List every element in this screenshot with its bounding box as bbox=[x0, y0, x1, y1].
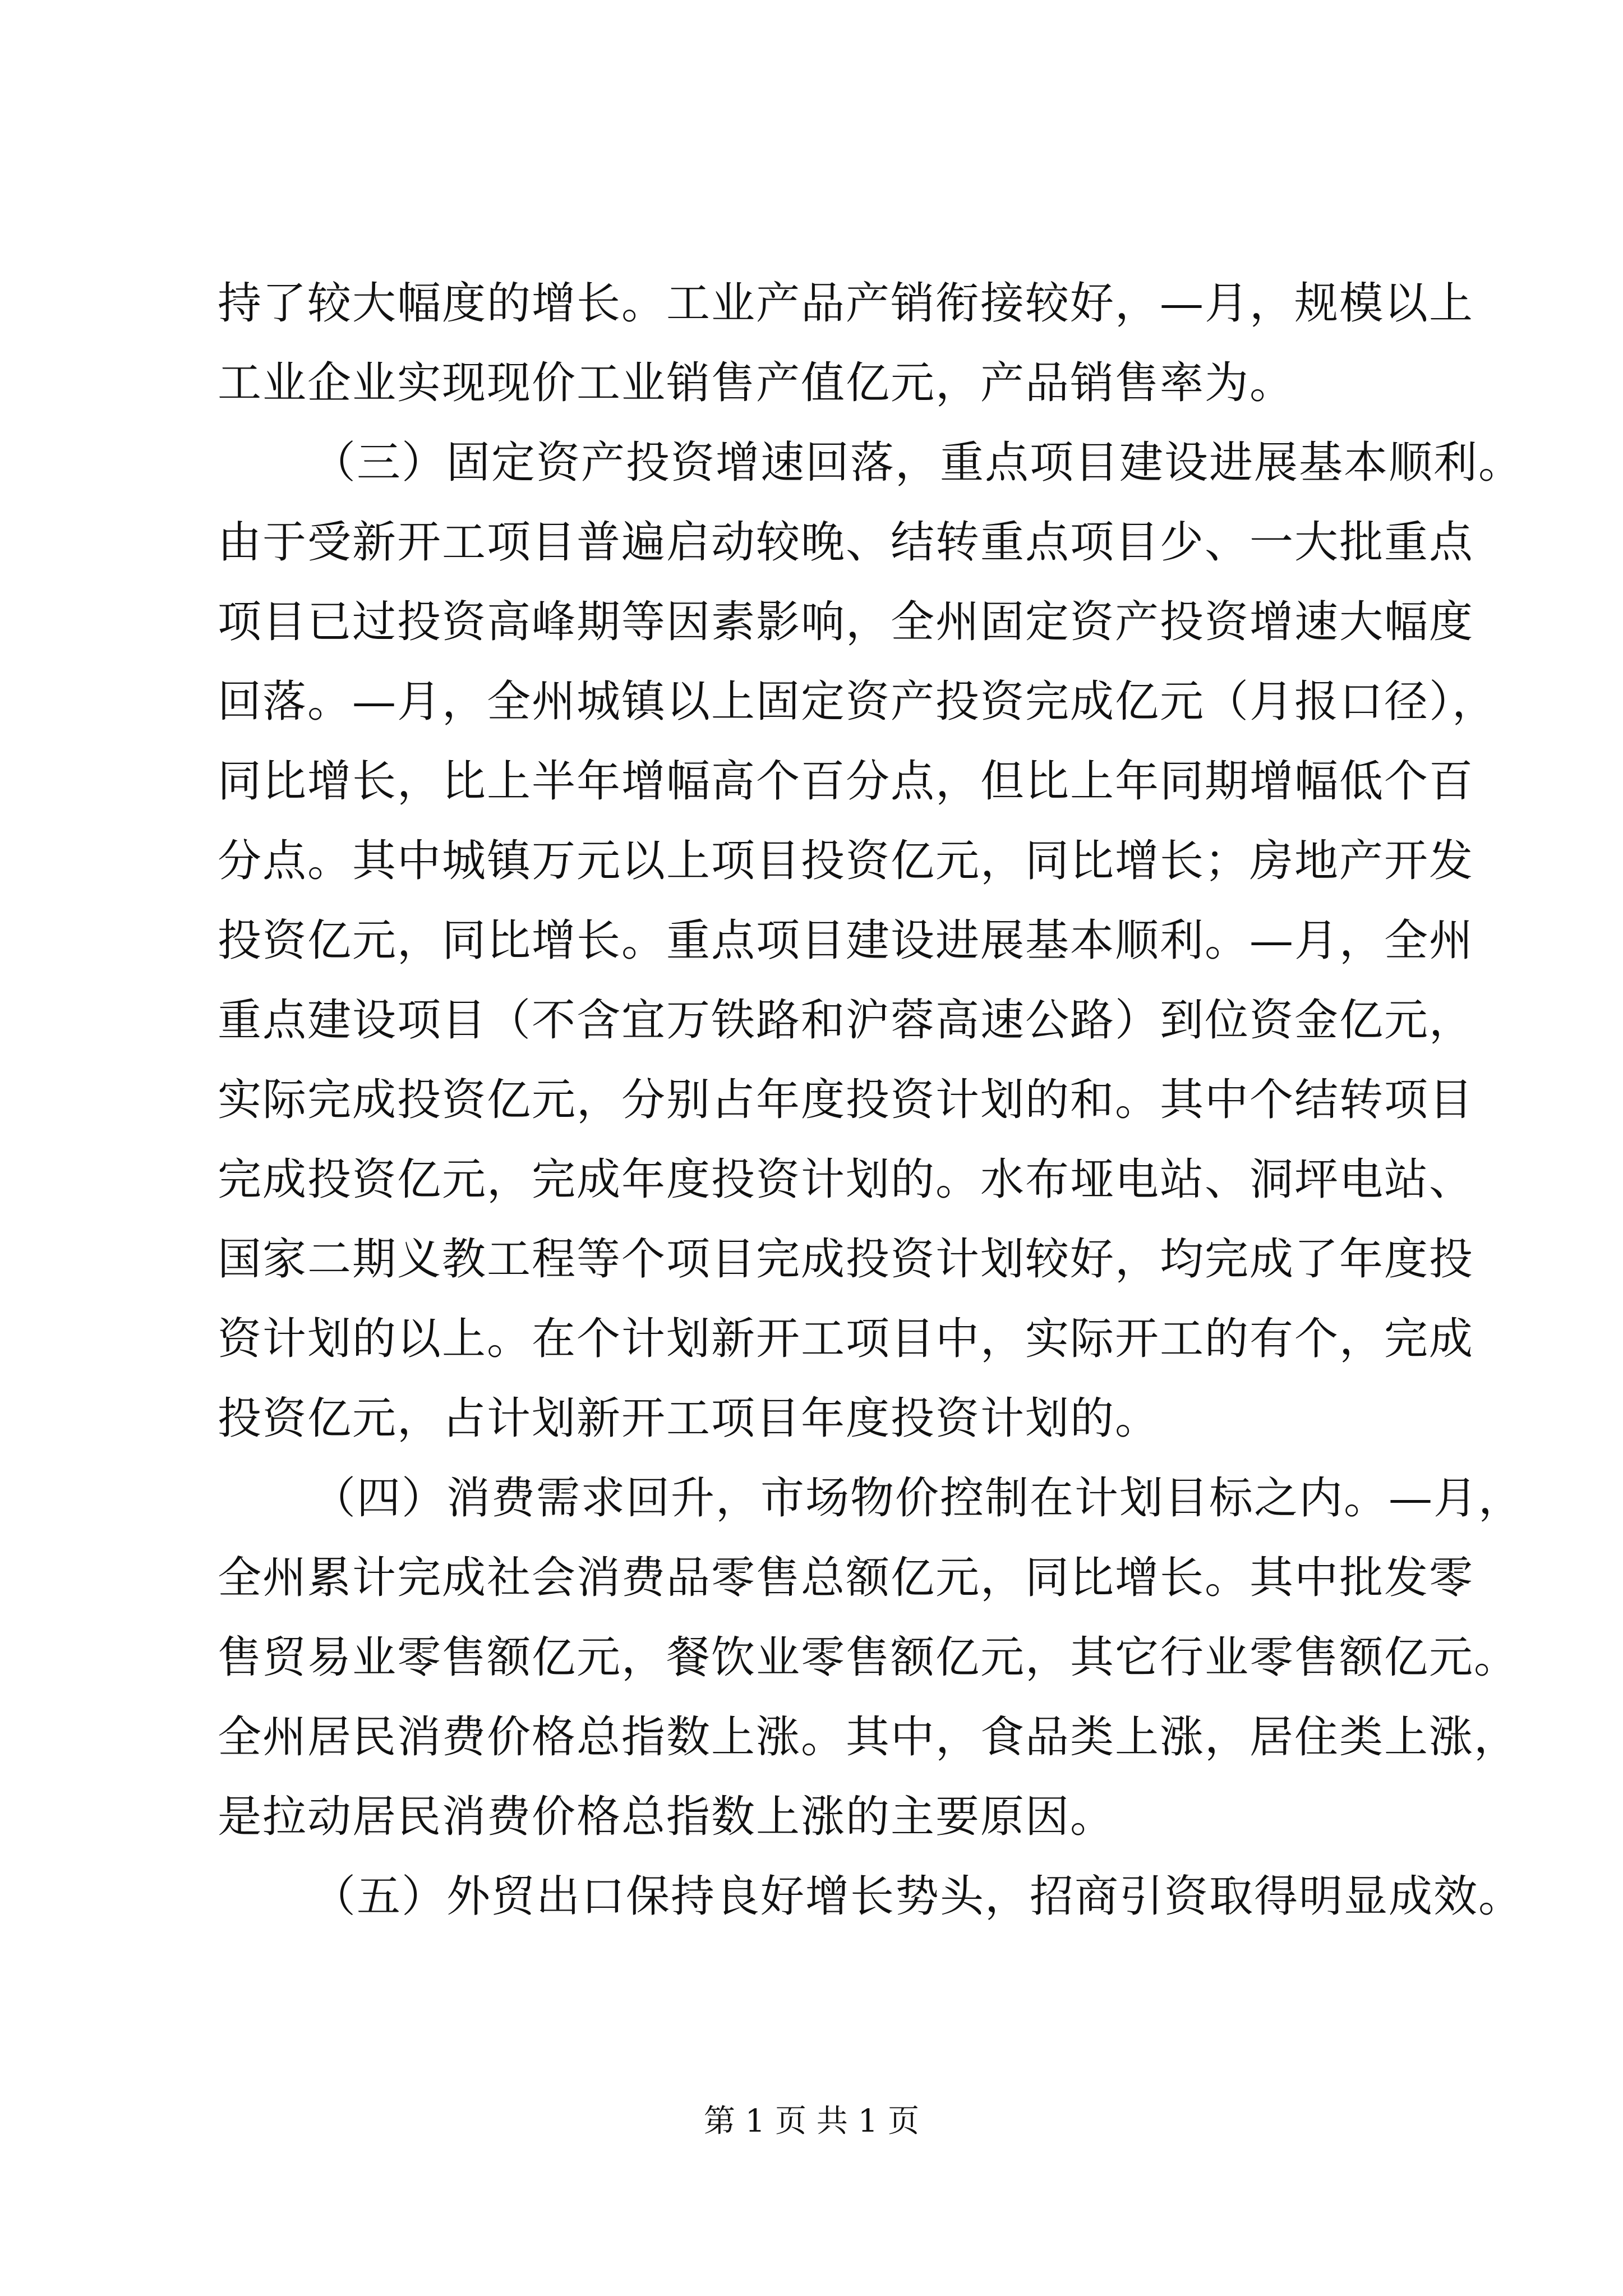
text-line: 国家二期义教工程等个项目完成投资计划较好，均完成了年度投 bbox=[218, 1234, 1474, 1285]
text-line: 项目已过投资高峰期等因素影响，全州固定资产投资增速大幅度 bbox=[218, 597, 1474, 647]
section-heading-line: （三）固定资产投资增速回落，重点项目建设进展基本顺利。 bbox=[312, 438, 1524, 488]
text-line: 资计划的以上。在个计划新开工项目中，实际开工的有个，完成 bbox=[218, 1314, 1474, 1364]
text-line: 持了较大幅度的增长。工业产品产销衔接较好，—月，规模以上 bbox=[218, 278, 1474, 329]
section-heading-line: （四）消费需求回升，市场物价控制在计划目标之内。—月， bbox=[312, 1473, 1524, 1524]
text-line: 工业企业实现现价工业销售产值亿元，产品销售率为。 bbox=[218, 358, 1295, 408]
text-line: 全州居民消费价格总指数上涨。其中，食品类上涨，居住类上涨， bbox=[218, 1712, 1519, 1763]
text-line: 售贸易业零售额亿元，餐饮业零售额亿元，其它行业零售额亿元。 bbox=[218, 1632, 1519, 1683]
text-line: 完成投资亿元，完成年度投资计划的。水布垭电站、洞坪电站、 bbox=[218, 1154, 1474, 1205]
text-line: 实际完成投资亿元，分别占年度投资计划的和。其中个结转项目 bbox=[218, 1075, 1474, 1125]
text-line: 由于受新开工项目普遍启动较晚、结转重点项目少、一大批重点 bbox=[218, 517, 1474, 568]
text-line: 同比增长，比上半年增幅高个百分点，但比上年同期增幅低个百 bbox=[218, 756, 1474, 807]
text-line: 是拉动居民消费价格总指数上涨的主要原因。 bbox=[218, 1792, 1115, 1842]
text-line: 回落。—月，全州城镇以上固定资产投资完成亿元（月报口径）， bbox=[218, 677, 1497, 727]
page-number-footer: 第 1 页 共 1 页 bbox=[703, 2103, 920, 2139]
text-line: 重点建设项目（不含宜万铁路和沪蓉高速公路）到位资金亿元， bbox=[218, 995, 1474, 1046]
text-line: 投资亿元，同比增长。重点项目建设进展基本顺利。—月，全州 bbox=[218, 915, 1474, 966]
document-body bbox=[218, 264, 1524, 1936]
text-line: 全州累计完成社会消费品零售总额亿元，同比增长。其中批发零 bbox=[218, 1553, 1474, 1603]
text-line: 投资亿元，占计划新开工项目年度投资计划的。 bbox=[218, 1393, 1160, 1444]
section-heading-line: （五）外贸出口保持良好增长势头，招商引资取得明显成效。 bbox=[312, 1871, 1524, 1922]
text-line: 分点。其中城镇万元以上项目投资亿元，同比增长；房地产开发 bbox=[218, 836, 1474, 886]
